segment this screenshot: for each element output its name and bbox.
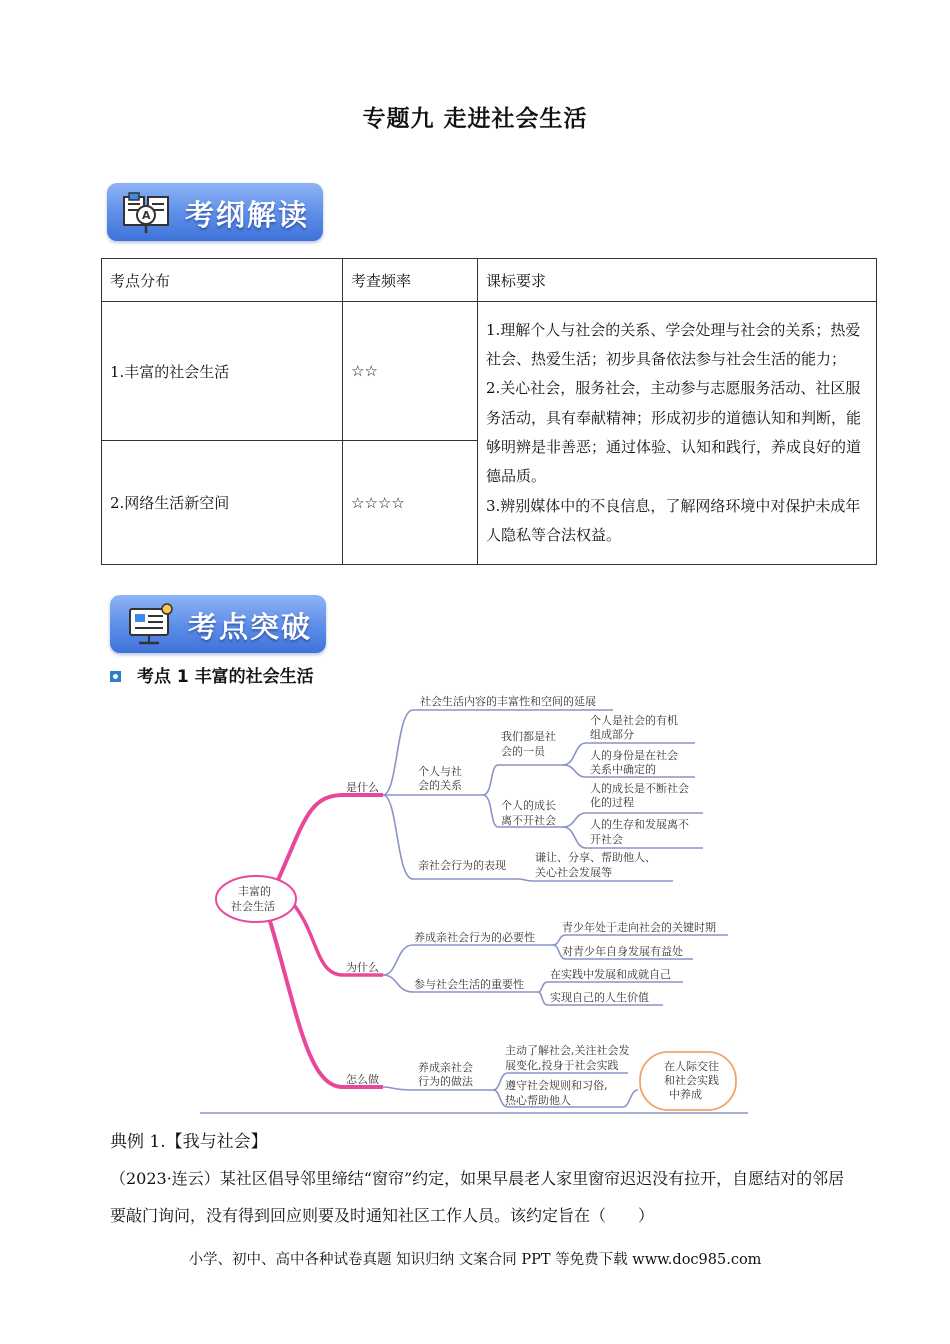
mindmap-why-necessity: 养成亲社会行为的必要性 (414, 931, 535, 944)
square-bullet-icon (110, 671, 121, 682)
mindmap-how-leaf2-1: 遵守社会规则和习俗, (505, 1079, 608, 1092)
table-row-topic: 2.网络生活新空间 (102, 441, 343, 565)
mindmap-how-leaf1-2: 展变化,投身于社会实践 (505, 1059, 619, 1072)
table-row-topic: 1.丰富的社会生活 (102, 302, 343, 441)
syllabus-table (101, 258, 877, 565)
book-icon (121, 189, 171, 235)
mindmap-branch-why: 为什么 (346, 961, 379, 974)
mindmap-member-leaf1-2: 组成部分 (590, 728, 634, 741)
mindmap-prosocial-leaf-1: 谦让、分享、帮助他人、 (535, 851, 656, 864)
mind-map (198, 685, 754, 1117)
mindmap-what-extension: 社会生活内容的丰富性和空间的延展 (420, 695, 596, 708)
mindmap-root-line1: 丰富的 (238, 885, 271, 898)
mindmap-root-node (216, 876, 296, 922)
mindmap-bubble-line3: 中养成 (669, 1088, 702, 1101)
mindmap-member-leaf2-1: 人的身份是在社会 (590, 749, 678, 762)
mindmap-branch-how: 怎么做 (346, 1073, 379, 1086)
mindmap-why-necessity-leaf1: 青少年处于走向社会的关键时期 (562, 921, 716, 934)
mindmap-what-growth-2: 离不开社会 (501, 814, 556, 827)
table-header-frequency: 考查频率 (343, 259, 478, 302)
section-heading (110, 662, 314, 687)
example-body: （2023·连云）某社区倡导邻里缔结“窗帘”约定，如果早晨老人家里窗帘迟迟没有拉开，自愿结对的邻居要敲门询问，没有得到回应则要及时通知社区工作人员。该约定旨在（ ） (110, 1169, 845, 1225)
banner-outline-label: 考纲解读 (185, 198, 310, 232)
page-title: 专题九 走进社会生活 (362, 106, 588, 132)
banner-breakthrough-label: 考点突破 (188, 610, 313, 644)
mindmap-root-line2: 社会生活 (231, 900, 275, 913)
example-title: 典例 1.【我与社会】 (110, 1132, 268, 1152)
table-header-topic: 考点分布 (102, 259, 343, 302)
mindmap-growth-leaf2-2: 开社会 (590, 833, 623, 846)
table-row-frequency: ☆☆ (343, 302, 478, 441)
mindmap-what-relation-1: 个人与社 (418, 765, 462, 778)
table-row-frequency: ☆☆☆☆ (343, 441, 478, 565)
mindmap-what-growth-1: 个人的成长 (501, 799, 556, 812)
mindmap-how-leaf1-1: 主动了解社会,关注社会发 (505, 1044, 630, 1057)
mindmap-branch-what: 是什么 (346, 781, 379, 794)
table-header-requirement: 课标要求 (478, 259, 877, 302)
mindmap-why-importance: 参与社会生活的重要性 (414, 978, 524, 991)
table-requirements-cell (478, 302, 877, 565)
mindmap-how-practice-2: 行为的做法 (418, 1075, 473, 1088)
mindmap-why-necessity-leaf2: 对青少年自身发展有益处 (562, 945, 683, 958)
requirement-item: 2.关心社会，服务社会，主动参与志愿服务活动、社区服务活动，具有奉献精神；形成初步的道德认知和判断，能够明辨是非善恶；通过体验、认知和践行，养成良好的道德品质。 (486, 379, 862, 486)
mindmap-what-member-2: 会的一员 (501, 745, 545, 758)
mindmap-what-prosocial: 亲社会行为的表现 (418, 859, 506, 872)
mindmap-growth-leaf1-2: 化的过程 (590, 796, 634, 809)
mindmap-growth-leaf1-1: 人的成长是不断社会 (590, 782, 689, 795)
section-heading-text: 考点 1 丰富的社会生活 (137, 667, 314, 687)
computer-icon (124, 601, 174, 647)
mindmap-member-leaf1-1: 个人是社会的有机 (590, 714, 678, 727)
mindmap-prosocial-leaf-2: 关心社会发展等 (535, 866, 612, 879)
mindmap-what-member-1: 我们都是社 (501, 730, 556, 743)
mindmap-bubble-line1: 在人际交往 (664, 1060, 719, 1073)
banner-outline (107, 183, 323, 241)
mindmap-how-leaf2-2: 热心帮助他人 (505, 1094, 571, 1107)
page-footer: 小学、初中、高中各种试卷真题 知识归纳 文案合同 PPT 等免费下载 www.doc985.com (188, 1252, 762, 1268)
requirement-item: 1.理解个人与社会的关系、学会处理与社会的关系；热爱社会、热爱生活；初步具备依法参与社会生活的能力； (486, 320, 861, 369)
mindmap-why-importance-leaf2: 实现自己的人生价值 (550, 991, 649, 1004)
mindmap-why-importance-leaf1: 在实践中发展和成就自己 (550, 968, 671, 981)
mindmap-member-leaf2-2: 关系中确定的 (590, 763, 656, 776)
mindmap-how-practice-1: 养成亲社会 (418, 1061, 473, 1074)
banner-breakthrough (110, 595, 326, 653)
mindmap-what-relation-2: 会的关系 (418, 779, 462, 792)
svg-text:A: A (142, 209, 151, 222)
mindmap-growth-leaf2-1: 人的生存和发展离不 (590, 818, 689, 831)
requirement-item: 3.辨别媒体中的不良信息，了解网络环境中对保护未成年人隐私等合法权益。 (486, 496, 861, 544)
mindmap-bubble-line2: 和社会实践 (664, 1074, 719, 1087)
